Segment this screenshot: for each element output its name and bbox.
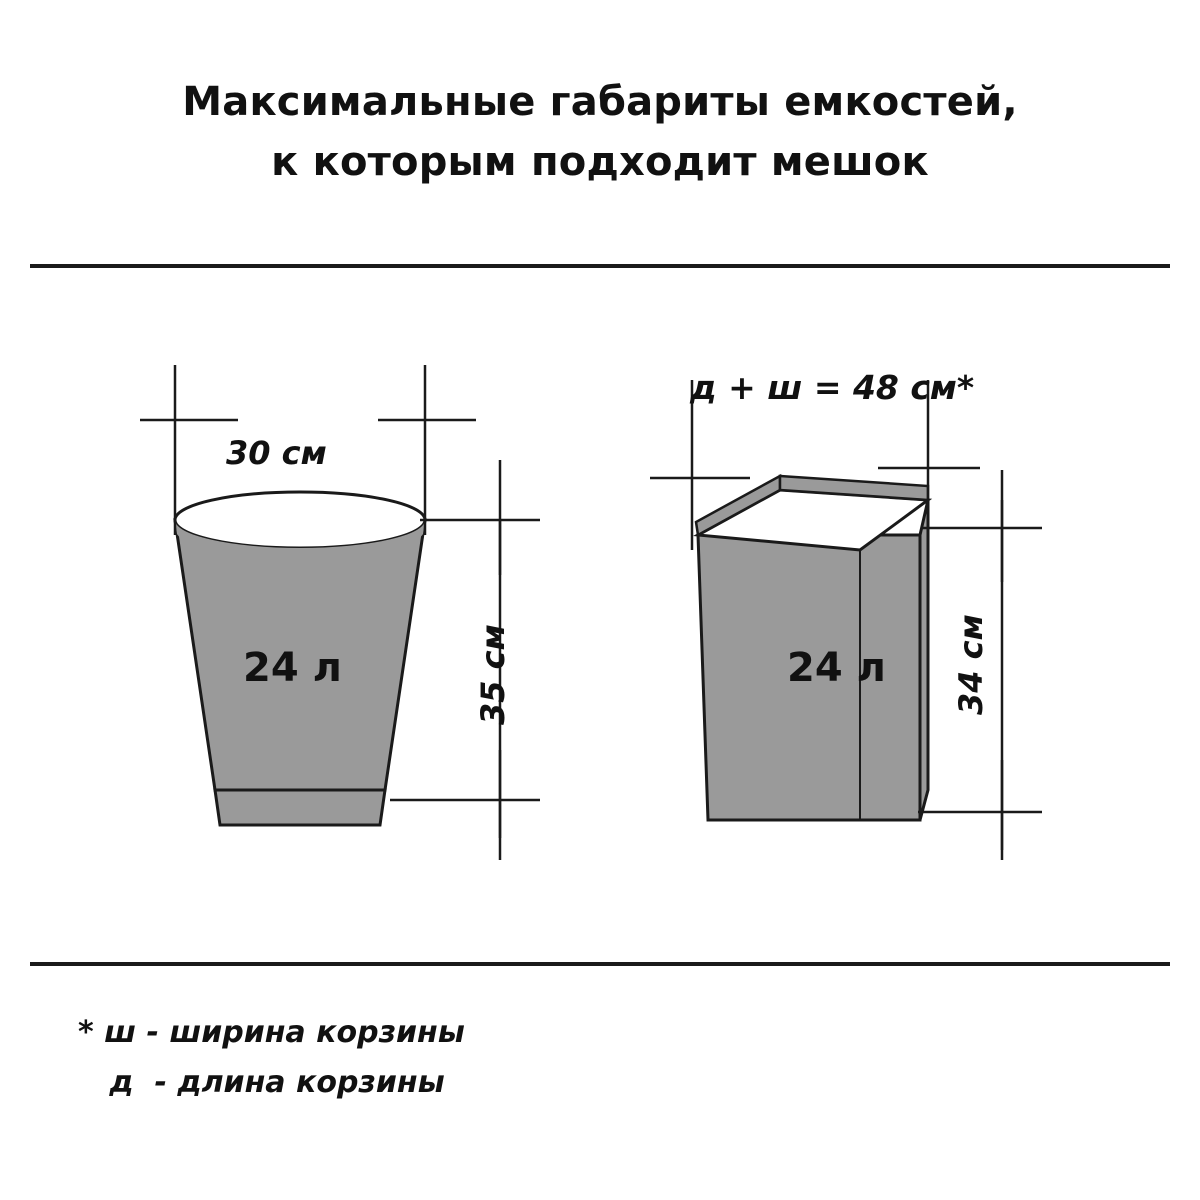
basket-volume-label: 24 л [787, 645, 886, 691]
figure-round-bucket [120, 360, 560, 860]
round-bucket-drawing [120, 360, 560, 860]
divider-bottom [30, 962, 1170, 966]
bucket-height-label: 35 см [474, 624, 512, 725]
bucket-rim [175, 492, 425, 548]
bucket-volume-label: 24 л [243, 645, 342, 691]
page-title [0, 72, 1200, 192]
footnotes [78, 1008, 465, 1107]
footnote-line-2: д - длина корзины [78, 1064, 445, 1100]
bucket-base [215, 790, 385, 825]
footnote-line-1: * ш - ширина корзины [78, 1015, 465, 1050]
figure-rectangular-basket [630, 350, 1080, 860]
title-line-2: к которым подходит мешок [271, 139, 929, 185]
bucket-width-label: 30 см [226, 434, 327, 472]
title-line-1: Максимальные габариты емкостей, [182, 79, 1018, 125]
divider-top [30, 264, 1170, 268]
basket-drawing [630, 350, 1080, 860]
basket-sum-label: д + ш = 48 см* [690, 368, 975, 407]
basket-height-label: 34 см [952, 614, 990, 715]
